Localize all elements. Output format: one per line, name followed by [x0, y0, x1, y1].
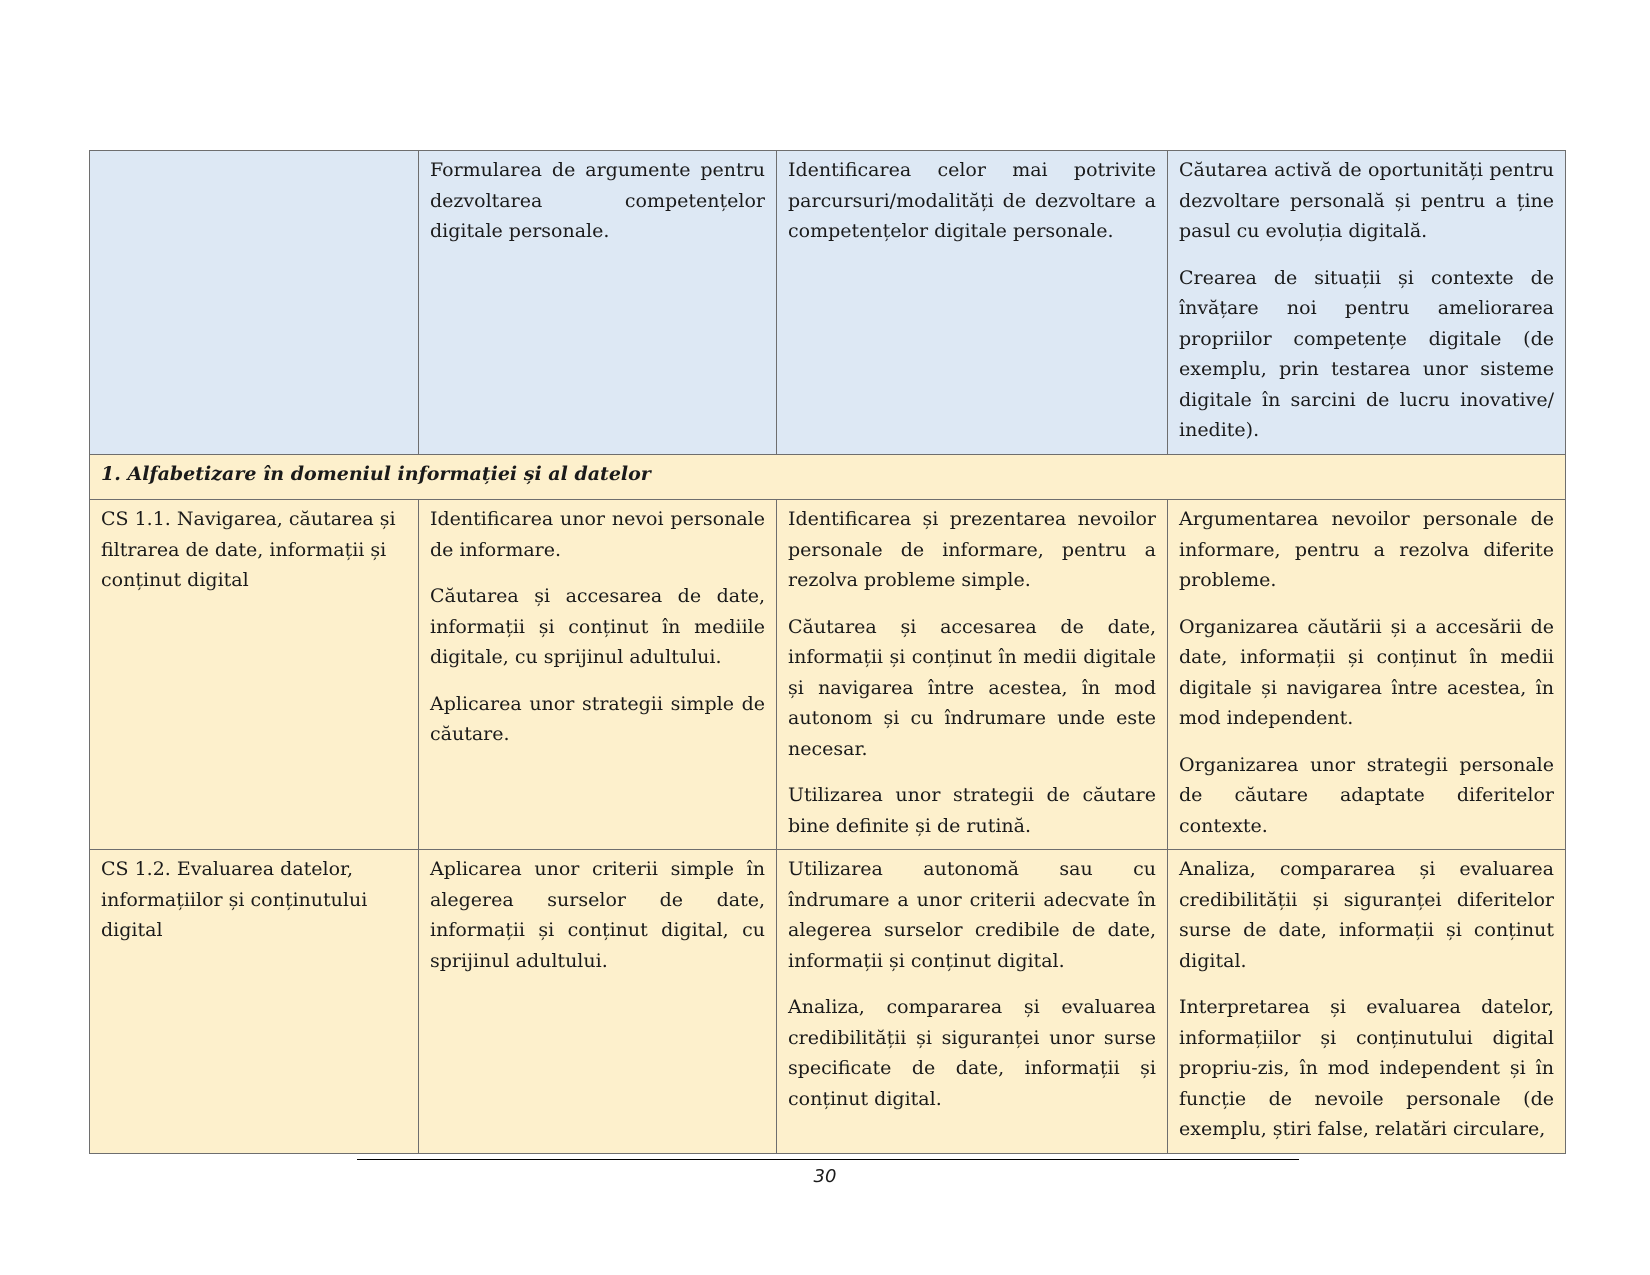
paragraph: Identificarea și prezentarea nevoilor personale de informare, pentru a rezolva probleme simple.: [788, 508, 1156, 591]
table-row-cs-1-2: [90, 850, 1566, 1154]
paragraph: Interpretarea și evaluarea datelor, informațiilor și conținutului digital propriu-zis, în mod independent și în funcție de nevoile personale (de exemplu, știri false, relatări circulare,: [1179, 996, 1554, 1140]
cs-1-1-cell-2: [419, 500, 777, 850]
paragraph: Aplicarea unor strategii simple de căutare.: [430, 692, 765, 745]
intro-cell-2: [419, 151, 777, 455]
cs-1-1-label: CS 1.1. Navigarea, căutarea și filtrarea de date, informații și conținut digital: [90, 500, 419, 850]
paragraph: Căutarea activă de oportunități pentru dezvoltare personală și pentru a ține pasul cu evoluția digitală.: [1179, 159, 1554, 242]
table-row-intro: [90, 151, 1566, 455]
intro-cell-3: [777, 151, 1168, 455]
paragraph: Căutarea și accesarea de date, informații și conținut în medii digitale și navigarea între acestea, în mod autonom și cu îndrumare unde este necesar.: [788, 615, 1156, 760]
paragraph: Căutarea și accesarea de date, informații și conținut în mediile digitale, cu sprijinul adultului.: [430, 585, 765, 668]
paragraph: Organizarea căutării și a accesării de date, informații și conținut în medii digitale și navigarea între acestea, în mod independent.: [1179, 615, 1554, 729]
paragraph: Crearea de situații și contexte de învățare noi pentru ameliorarea propriilor competențe digitale (de exemplu, prin testarea unor sisteme digitale în sarcini de lucru inovative/ inedite).: [1179, 266, 1554, 441]
cs-1-2-cell-4: [1168, 850, 1566, 1154]
paragraph: Formularea de argumente pentru dezvoltarea competențelor digitale personale.: [430, 159, 765, 242]
section-title: 1. Alfabetizare în domeniul informației și al datelor: [90, 454, 1566, 500]
paragraph: Utilizarea unor strategii de căutare bine definite și de rutină.: [788, 784, 1156, 837]
page-number: 30: [813, 1166, 837, 1187]
intro-cell-1: [90, 151, 419, 455]
cs-1-2-label: CS 1.2. Evaluarea datelor, informațiilor și conținutului digital: [90, 850, 419, 1154]
paragraph: Identificarea celor mai potrivite parcursuri/modalități de dezvoltare a competențelor digitale personale.: [788, 159, 1156, 242]
competencies-table: [89, 150, 1566, 1154]
paragraph: Utilizarea autonomă sau cu îndrumare a unor criterii adecvate în alegerea surselor credibile de date, informații și conținut digital.: [788, 858, 1156, 972]
paragraph: Analiza, compararea și evaluarea credibilității și siguranței diferitelor surse de date, informații și conținut digital.: [1179, 858, 1554, 972]
cs-1-1-cell-4: [1168, 500, 1566, 850]
paragraph: Identificarea unor nevoi personale de informare.: [430, 508, 765, 561]
paragraph: Aplicarea unor criterii simple în alegerea surselor de date, informații și conținut digital, cu sprijinul adultului.: [430, 858, 765, 972]
cs-1-1-cell-3: [777, 500, 1168, 850]
intro-cell-4: [1168, 151, 1566, 455]
paragraph: Analiza, compararea și evaluarea credibilității și siguranței unor surse specificate de date, informații și conținut digital.: [788, 996, 1156, 1110]
cs-1-2-cell-3: [777, 850, 1168, 1154]
table-row-cs-1-1: [90, 500, 1566, 850]
table-row-section-header: [90, 454, 1566, 500]
footer-divider: [357, 1159, 1299, 1160]
paragraph: Organizarea unor strategii personale de căutare adaptate diferitelor contexte.: [1179, 753, 1554, 837]
cs-1-2-cell-2: [419, 850, 777, 1154]
paragraph: Argumentarea nevoilor personale de informare, pentru a rezolva diferite probleme.: [1179, 508, 1554, 591]
